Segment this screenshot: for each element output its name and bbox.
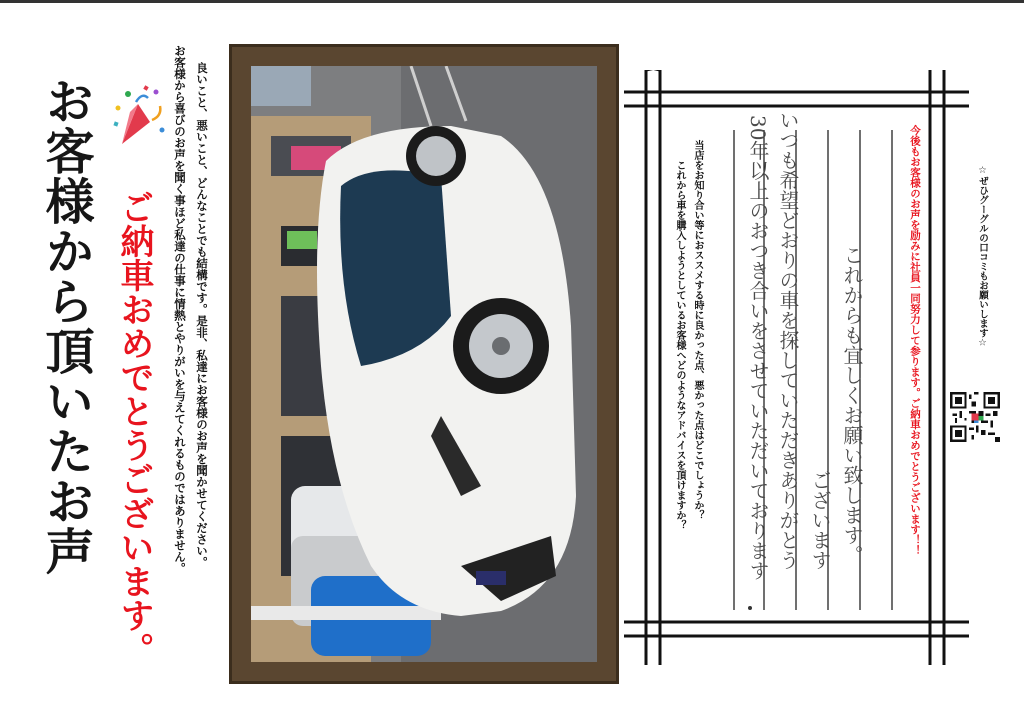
- thanks-message: 今後もお客様のお声を励みに社員一同努力して参ります。ご納車おめでとうございます！！: [909, 125, 921, 556]
- intro-text-line-1: お客様から喜びのお声を聞く事ほど私達の仕事に情熱とやりがいを与えてくれるものではありません。: [173, 45, 187, 574]
- page-title: お客様から頂いたお声: [38, 76, 95, 576]
- car-photo: [251, 66, 597, 662]
- google-review-request: ☆ぜひグーグルの口コミもお願いします☆: [977, 165, 988, 349]
- question-1: これから車を購入しようとしているお客様へどのようなアドバイスを頂けますか？: [674, 160, 685, 530]
- question-2: 当店をお知り合い等におススメする時に良かった点、悪かった点はどこでしょうか？: [692, 140, 703, 520]
- party-popper-icon: [108, 82, 168, 152]
- congratulations-heading: ご納車おめでとうございます。: [114, 190, 154, 666]
- top-border: [0, 0, 1024, 3]
- car-photo-illustration: [251, 66, 597, 662]
- handwritten-answer-line-4: これからも宜しくお願い致します。: [840, 245, 864, 565]
- intro-text-line-2: 良いこと、悪いこと、どんなことでも結構です。是非、私達にお客様のお声を聞かせてください。: [195, 62, 209, 568]
- handwritten-answer-line-3: ございます: [808, 470, 832, 570]
- photo-frame: [229, 44, 619, 684]
- answer-bullet: [748, 606, 752, 610]
- qr-code[interactable]: [950, 392, 1000, 442]
- handwritten-answer-line-2: いつも希望どおりの車を探していただきありがとう: [776, 110, 800, 570]
- handwritten-answer-line-1: 30年以上のおつき合いをさせていただいております: [746, 115, 770, 581]
